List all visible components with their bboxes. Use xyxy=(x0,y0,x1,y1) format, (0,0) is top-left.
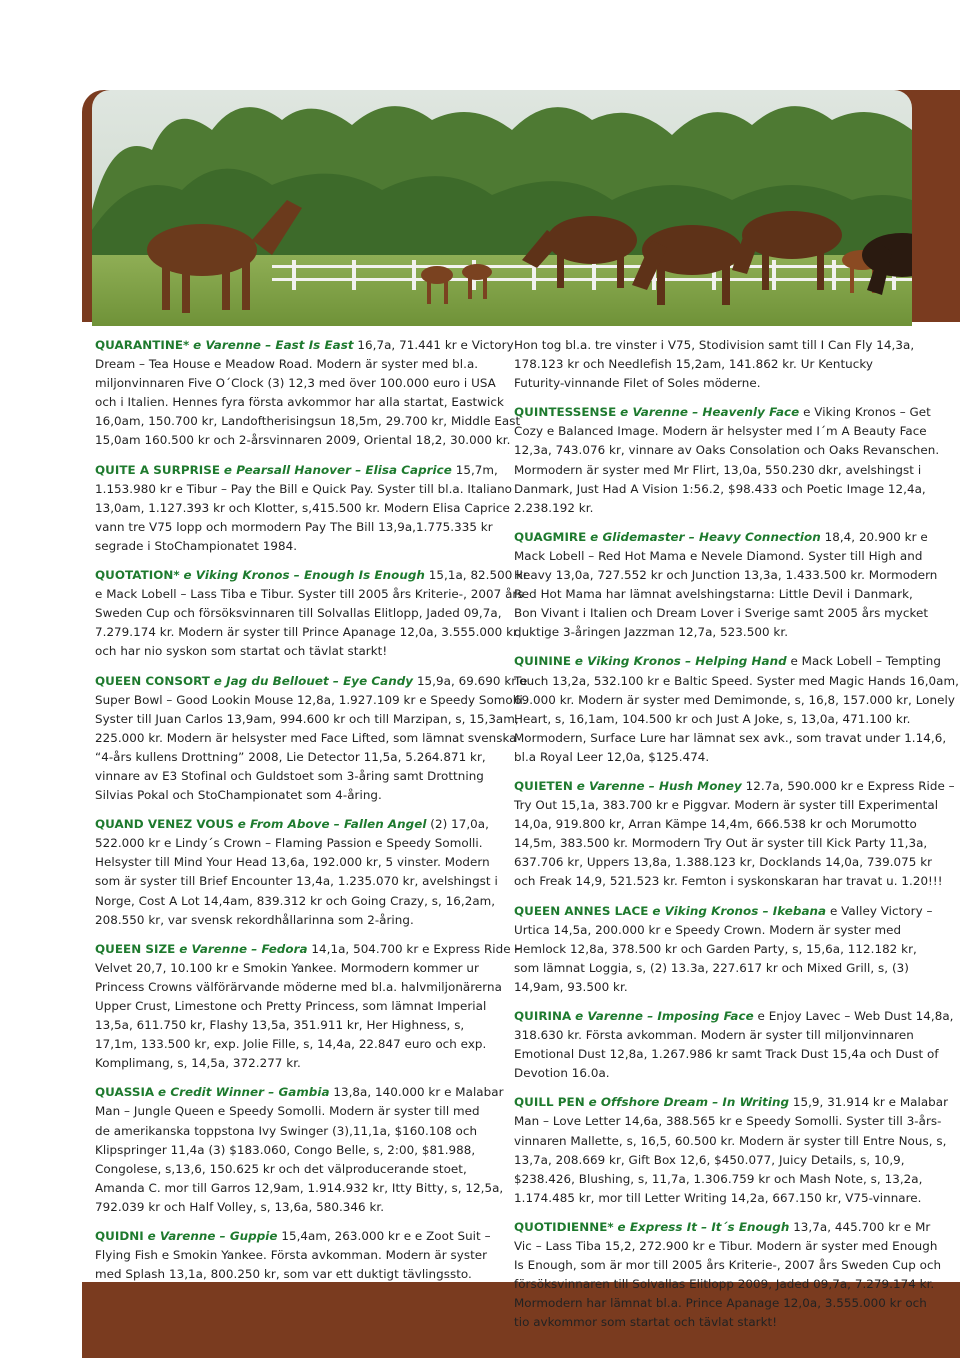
entry-line xyxy=(514,777,955,796)
entry-text: 14,9am, 93.500 kr. xyxy=(514,979,628,994)
entry-text: Dream – Tea House e Meadow Road. Modern är syster med bl.a. xyxy=(95,357,479,372)
entry-text: tio avkommor som startat och tävlat starkt! xyxy=(514,1315,778,1330)
entry-text: 792.039 kr och Half Volley, s, 13,6a, 580.346 kr. xyxy=(95,1199,385,1214)
entry-line xyxy=(514,1007,954,1026)
entry-text: Mormodern, Surface Lure har lämnat sex avk., som travat under 1.14,6, xyxy=(514,730,947,745)
entry-text: 15,9, 31.914 kr e Malabar xyxy=(789,1095,949,1110)
horse-entry xyxy=(514,1093,949,1208)
entry-line xyxy=(95,940,521,959)
entry-line xyxy=(95,1122,500,1141)
entry-line xyxy=(95,997,500,1016)
entry-text: Bon Vivant i Italien och Dream Lover i Sverige samt 2005 års mycket xyxy=(514,606,929,621)
entry-line xyxy=(514,872,943,891)
entry-text: 16,0am, 150.700 kr, Landoftherisingsun 18,5m, 29.700 kr, Middle East xyxy=(95,414,521,429)
entry-line xyxy=(514,403,931,422)
entry-line xyxy=(95,642,500,661)
entry-text: Helsyster till Mind Your Head 13,6a, 192.000 kr, 5 vinster. Modern xyxy=(95,855,490,870)
entry-text: e Valley Victory – xyxy=(826,903,933,918)
entry-text: Norge, Cost A Lot 14,4am, 839.312 kr och Going Crazy, s, 16,2am, xyxy=(95,893,496,908)
entry-text: 14,5m, 383.500 kr. Mormodern Try Out är syster till Kick Party 11,3a, xyxy=(514,836,928,851)
entry-text: Princess Crowns välförärvande möderne med bl.a. halvmiljonärerna xyxy=(95,979,502,994)
horses-photo-illustration xyxy=(92,90,912,326)
horse-entry xyxy=(95,1083,504,1217)
entry-line xyxy=(514,499,919,518)
horse-name: QUOTATION* xyxy=(95,568,180,583)
entry-text: som lämnat Loggia, s, (2) 13.3a, 227.617 kr och Mixed Grill, s, (3) xyxy=(514,960,909,975)
entry-text: vinnaren Mallette, s, 16,5, 60.500 kr. Modern är syster till Entre Nous, s, xyxy=(514,1133,947,1148)
entry-text: bl.a Royal Leer 12,0a, $125.474. xyxy=(514,749,710,764)
entry-line xyxy=(95,729,517,748)
entry-line xyxy=(514,441,940,460)
entry-text: Super Bowl – Good Lookin Mouse 12,8a, 1.927.109 kr e Speedy Somolli. xyxy=(95,692,527,707)
entry-text: Man – Love Letter 14,6a, 388.565 kr e Speedy Somolli. Syster till 3-års- xyxy=(514,1114,942,1129)
entry-line xyxy=(514,853,933,872)
horse-entry xyxy=(514,528,938,643)
entry-line xyxy=(95,1035,500,1054)
entry-line xyxy=(514,1026,919,1045)
entry-text: Syster till Juan Carlos 13,9am, 994.600 kr och till Marzipan, s, 15,3am, xyxy=(95,711,519,726)
right-column xyxy=(514,336,959,1343)
entry-text: 1.174.485 kr, mor till Letter Writing 14,2a, 667.150 kr, V75-vinnare. xyxy=(514,1190,922,1205)
entry-text: 69.000 kr. Modern är syster med Demimonde, s, 16,8, 157.000 kr, Lonely xyxy=(514,692,955,707)
entry-text: Komplimang, s, 14,5a, 372.277 kr. xyxy=(95,1056,301,1071)
entry-line xyxy=(95,461,500,480)
entry-line xyxy=(514,1064,919,1083)
horse-pedigree: e Offshore Dream – In Writing xyxy=(588,1095,790,1110)
entry-text: 12,3a, 743.076 kr, vinnare av Oaks Consolation och Oaks Revanschen. xyxy=(514,443,940,458)
entry-line xyxy=(95,480,512,499)
horse-entry xyxy=(514,1007,954,1083)
horse-name: QUAND VENEZ VOUS xyxy=(95,817,234,832)
horse-name: QUIDNI xyxy=(95,1229,144,1244)
entry-text: 318.630 kr. Första avkomman. Modern är syster till miljonvinnaren xyxy=(514,1028,914,1043)
entry-text: Try Out 15,1a, 383.700 kr e Piggvar. Modern är syster till Experimental xyxy=(514,798,939,813)
entry-line xyxy=(514,566,938,585)
entry-line xyxy=(514,422,927,441)
horse-name: QUIETEN xyxy=(514,778,573,793)
horse-entry xyxy=(514,336,919,393)
entry-line xyxy=(514,1112,942,1131)
entry-text: Klipspringer 11,4a (3) $183.060, Congo Belle, s, 2:00, $81.988, xyxy=(95,1142,476,1157)
entry-line xyxy=(514,585,919,604)
entry-line xyxy=(95,691,527,710)
horse-pedigree: e Viking Kronos – Helping Hand xyxy=(574,654,787,669)
entry-line xyxy=(514,815,919,834)
horse-entry xyxy=(95,672,528,806)
entry-text: “4-års kullens Drottning” 2008, Lie Detector 11,5a, 5.264.871 kr, xyxy=(95,749,486,764)
entry-line xyxy=(514,959,919,978)
entry-text: och Freak 14,9, 521.523 kr. Femton i syskonskaran har travat u. 1.20!!! xyxy=(514,874,943,889)
entry-text: Mormodern har lämnat bl.a. Prince Apanage 12,0a, 3.555.000 kr och xyxy=(514,1296,927,1311)
entry-text: Futurity-vinnande Filet of Soles möderne. xyxy=(514,376,761,391)
entry-text: 15,7m, xyxy=(451,462,498,477)
entry-text: 13,7a, 208.669 kr, Gift Box 12,6, $450.077, Juicy Details, s, 10,9, xyxy=(514,1152,905,1167)
entry-text: Hon tog bl.a. tre vinster i V75, Stodivision samt till I Can Fly 14,3a, xyxy=(514,338,915,352)
entry-text: 637.706 kr, Uppers 13,8a, 1.388.123 kr, Docklands 14,0a, 739.075 kr xyxy=(514,855,933,870)
entry-line xyxy=(95,892,500,911)
entry-line xyxy=(95,834,500,853)
horse-name: QUILL PEN xyxy=(514,1095,585,1110)
entry-text: Touch 13,2a, 532.100 kr e Baltic Speed. Syster med Magic Hands 16,0am, xyxy=(514,673,959,688)
entry-line xyxy=(514,902,933,921)
horse-name: QUEEN CONSORT xyxy=(95,673,210,688)
entry-line xyxy=(514,461,922,480)
entry-text: 178.123 kr och Needlefish 15,2am, 141.862 kr. Ur Kentucky xyxy=(514,357,873,372)
entry-text: Man – Jungle Queen e Speedy Somolli. Modern är syster till med xyxy=(95,1104,480,1119)
entry-text: 7.279.174 kr. Modern är syster till Prince Apanage 12,0a, 3.555.000 kr, xyxy=(95,625,522,640)
entry-line xyxy=(95,672,528,691)
entry-text: 14,0a, 919.800 kr, Arran Kämpe 14,4m, 666.538 kr och Morumotto xyxy=(514,817,917,832)
entry-line xyxy=(95,1179,504,1198)
entry-line xyxy=(95,499,510,518)
entry-line xyxy=(514,528,928,547)
entry-text: Amanda C. mor till Garros 12,9am, 1.914.932 kr, Itty Bitty, s, 12,5a, xyxy=(95,1180,504,1195)
entry-text: 15,4am, 263.000 kr e e Zoot Suit – xyxy=(277,1229,491,1244)
entry-line xyxy=(95,767,500,786)
entry-line xyxy=(95,431,511,450)
entry-text: Cozy e Balanced Image. Modern är helsyster med I´m A Beauty Face xyxy=(514,424,927,439)
entry-text: 14,1a, 504.700 kr e Express Ride – xyxy=(307,941,521,956)
entry-text: vann tre V75 lopp och mormodern Pay The Bill 13,9a,1.775.335 kr xyxy=(95,519,493,534)
entry-line xyxy=(95,959,500,978)
entry-line xyxy=(514,547,923,566)
horse-name: QUININE xyxy=(514,654,571,669)
entry-text: 2.238.192 kr. xyxy=(514,500,594,515)
entry-line xyxy=(95,518,500,537)
entry-line xyxy=(514,1045,939,1064)
entry-text: 17,1m, 133.500 kr, exp. Jolie Fille, s, 14,4a, 22.847 euro och exp. xyxy=(95,1037,487,1052)
entry-text: och i Italien. Hennes fyra första avkommor har alla startat, Eastwick xyxy=(95,395,504,410)
horse-name: QUEEN ANNES LACE xyxy=(514,903,649,918)
entry-text: Sweden Cup och försöksvinnaren till Solvallas Elitlopp, Jaded 09,7a, xyxy=(95,606,502,621)
entry-text: Heart, s, 16,1am, 104.500 kr och Just A Joke, s, 13,0a, 471.100 kr. xyxy=(514,711,911,726)
entry-line xyxy=(514,1093,949,1112)
horses-photo xyxy=(92,90,912,326)
horse-name: QUAGMIRE xyxy=(514,529,587,544)
horse-pedigree: e Varenne – Fedora xyxy=(179,941,308,956)
horse-entry xyxy=(514,902,933,997)
horse-name: QUOTIDIENNE* xyxy=(514,1219,614,1234)
entry-line xyxy=(95,1198,500,1217)
entry-line xyxy=(514,978,919,997)
entry-text: 208.550 kr, var svensk rekordhållarinna som 2-åring. xyxy=(95,912,414,927)
entry-line xyxy=(514,834,928,853)
entry-line xyxy=(95,748,500,767)
entry-line xyxy=(514,374,919,393)
entry-text: 225.000 kr. Modern är helsyster med Face Lifted, som lämnat svenska xyxy=(95,730,517,745)
horse-pedigree: e Varenne – Guppie xyxy=(147,1229,278,1244)
entry-line xyxy=(514,1313,919,1332)
entry-text: 1.153.980 kr e Tibur – Pay the Bill e Quick Pay. Syster till bl.a. Italiano xyxy=(95,481,512,496)
entry-text: som är syster till Brief Encounter 13,4a, 1.235.070 kr, avelshingst i xyxy=(95,874,498,889)
entry-line xyxy=(95,355,500,374)
entry-line xyxy=(514,1275,935,1294)
horse-pedigree: e Varenne – Imposing Face xyxy=(575,1009,754,1023)
entry-text: e Mack Lobell – Lass Tiba e Tibur. Syster till 2005 års Kriterie-, 2007 års xyxy=(95,587,524,602)
entry-line xyxy=(514,604,929,623)
entry-line xyxy=(95,1102,500,1121)
horse-entry xyxy=(514,777,955,892)
left-column xyxy=(95,336,529,1294)
entry-line xyxy=(514,1189,922,1208)
entry-line xyxy=(95,978,500,997)
entry-text: 18,4, 20.900 kr e xyxy=(820,529,928,544)
horse-pedigree: e Viking Kronos – Ikebana xyxy=(652,903,827,918)
entry-line xyxy=(514,921,919,940)
entry-text: Velvet 20,7, 10.100 kr e Smokin Yankee. Mormodern kommer ur xyxy=(95,960,479,975)
entry-text: segrade i StoChampionatet 1984. xyxy=(95,538,298,553)
horse-pedigree: e Jag du Bellouet – Eye Candy xyxy=(213,673,414,688)
entry-line xyxy=(514,672,959,691)
entry-line xyxy=(514,1256,942,1275)
entry-line xyxy=(95,710,519,729)
horse-pedigree: e Glidemaster – Heavy Connection xyxy=(590,529,821,544)
entry-line xyxy=(95,1160,500,1179)
entry-text: Red Hot Mama har lämnat avelshingstarna: Little Devil i Danmark, xyxy=(514,587,913,602)
entry-line xyxy=(514,748,919,767)
entry-line xyxy=(514,796,939,815)
entry-line xyxy=(95,393,504,412)
entry-line xyxy=(95,1054,500,1073)
horse-entry xyxy=(514,652,959,767)
entry-line xyxy=(95,374,500,393)
entry-text: 15,0am 160.500 kr och 2-årsvinnaren 2009, Oriental 18,2, 30.000 kr. xyxy=(95,433,511,448)
entry-line xyxy=(95,623,522,642)
horse-pedigree: e From Above – Fallen Angel xyxy=(237,817,427,832)
entry-text: Danmark, Just Had A Vision 1:56.2, $98.433 och Poetic Image 12,4a, xyxy=(514,481,926,496)
entry-line xyxy=(514,691,955,710)
entry-text: vinnare av E3 Stofinal och Guldstoet som 3-åring samt Drottning xyxy=(95,768,484,783)
entry-line xyxy=(95,604,500,623)
entry-text: 12.7a, 590.000 kr e Express Ride – xyxy=(741,778,955,793)
entry-line xyxy=(514,710,919,729)
entry-text: 16,7a, 71.441 kr e Victory xyxy=(353,338,514,352)
entry-text: Heavy 13,0a, 727.552 kr och Junction 13,3a, 1.433.500 kr. Mormodern xyxy=(514,568,938,583)
entry-text: 13,8a, 140.000 kr e Malabar xyxy=(329,1085,504,1100)
entry-text: e Mack Lobell – Tempting xyxy=(786,654,941,669)
entry-text: försöksvinnaren till Solvallas Elitlopp 2009, Jaded 09,7a, 7.279.174 kr. xyxy=(514,1277,935,1292)
horse-entry xyxy=(95,566,529,661)
horse-name: QUEEN SIZE xyxy=(95,941,176,956)
entry-line xyxy=(514,623,919,642)
entry-text: Congolese, s,13,6, 150.625 kr och det välproducerande stoet, xyxy=(95,1161,467,1176)
entry-line xyxy=(514,336,919,355)
horse-entry xyxy=(514,403,940,518)
entry-line xyxy=(514,355,919,374)
entry-line xyxy=(514,729,947,748)
entry-text: 13,5a, 611.750 kr, Flashy 13,5a, 351.911 kr, Her Highness, s, xyxy=(95,1018,465,1033)
entry-text: Is Enough, som är mor till 2005 års Kriterie-, 2007 års Sweden Cup och xyxy=(514,1258,942,1273)
entry-text: 15,1a, 82.500 kr xyxy=(424,568,529,583)
entry-text: Hemlock 12,8a, 378.500 kr och Garden Party, s, 15,6a, 112.182 kr, xyxy=(514,941,917,956)
entry-line xyxy=(95,1141,500,1160)
entry-text: miljonvinnaren Five O´Clock (3) 12,3 med över 100.000 euro i USA xyxy=(95,376,496,391)
entry-text: Silvias Pokal och StoChampionatet som 4-åring. xyxy=(95,788,382,803)
entry-text: Mormodern är syster med Mr Flirt, 13,0a, 550.230 dkr, avelshingst i xyxy=(514,462,922,477)
entry-line xyxy=(95,412,521,431)
entry-line xyxy=(95,336,514,355)
entry-text: Emotional Dust 12,8a, 1.267.986 kr samt Track Dust 15,4a och Dust of xyxy=(514,1047,939,1062)
entry-text: Mack Lobell – Red Hot Mama e Nevele Diamond. Syster till High and xyxy=(514,548,923,563)
horse-name: QUASSIA xyxy=(95,1085,155,1100)
entry-text: Upper Crust, Limestone och Pretty Princess, som lämnat Imperial xyxy=(95,999,487,1013)
entry-text: Devotion 16.0a. xyxy=(514,1066,610,1081)
horse-entry xyxy=(95,336,521,451)
entry-line xyxy=(95,1016,500,1035)
entry-line xyxy=(95,537,500,556)
entry-line xyxy=(95,853,500,872)
entry-text: e Viking Kronos – Get xyxy=(799,405,931,420)
horse-pedigree: e Varenne – Hush Money xyxy=(576,778,742,793)
entry-text: Urtica 14,5a, 200.000 kr e Speedy Crown. Modern är syster med xyxy=(514,922,902,937)
horse-name: QUITE A SURPRISE xyxy=(95,462,221,477)
entry-text: de amerikanska toppstona Ivy Swinger (3),11,1a, $160.108 och xyxy=(95,1123,478,1138)
entry-line xyxy=(95,566,529,585)
entry-text: e Enjoy Lavec – Web Dust 14,8a, xyxy=(753,1009,954,1023)
entry-line xyxy=(95,911,500,930)
horse-pedigree: e Viking Kronos – Enough Is Enough xyxy=(183,568,425,583)
entry-line xyxy=(514,1237,938,1256)
entry-line xyxy=(95,872,500,891)
horse-entry xyxy=(514,1218,942,1333)
entry-text: 13,7a, 445.700 kr e Mr xyxy=(789,1219,931,1234)
entry-text: och har nio syskon som startat och tävlat starkt! xyxy=(95,644,388,659)
entry-line xyxy=(95,1227,500,1246)
horse-entry xyxy=(95,1227,500,1284)
entry-line xyxy=(95,1265,500,1284)
entry-line xyxy=(514,1151,919,1170)
horse-name: QUINTESSENSE xyxy=(514,405,617,420)
entry-line xyxy=(514,652,941,671)
entry-text: 522.000 kr e Lindy´s Crown – Flaming Passion e Speedy Somolli. xyxy=(95,836,483,851)
entry-text: duktige 3-åringen Jazzman 12,7a, 523.500 kr. xyxy=(514,625,789,640)
horse-entry xyxy=(95,940,521,1074)
entry-text: (2) 17,0a, xyxy=(426,817,489,832)
entry-line xyxy=(95,1083,504,1102)
entry-text: med Splash 13,1a, 800.250 kr, som var ett duktigt tävlingssto. xyxy=(95,1267,472,1282)
entry-line xyxy=(95,815,500,834)
horse-pedigree: e Credit Winner – Gambia xyxy=(158,1085,330,1100)
horse-name: QUIRINA xyxy=(514,1009,572,1023)
entry-line xyxy=(514,1132,947,1151)
horse-pedigree: e Varenne – Heavenly Face xyxy=(620,405,800,420)
entry-text: Flying Fish e Smokin Yankee. Första avkomman. Modern är syster xyxy=(95,1248,488,1263)
horse-name: QUARANTINE* xyxy=(95,338,190,352)
entry-line xyxy=(95,585,524,604)
entry-line xyxy=(514,1170,923,1189)
entry-line xyxy=(514,1218,931,1237)
entry-text: 13,0am, 1.127.393 kr och Klotter, s,415.500 kr. Modern Elisa Caprice xyxy=(95,500,510,515)
entry-line xyxy=(95,786,500,805)
entry-line xyxy=(514,940,919,959)
entry-line xyxy=(514,480,926,499)
horse-entry xyxy=(95,815,500,930)
horse-entry xyxy=(95,461,512,556)
horse-pedigree: e Pearsall Hanover – Elisa Caprice xyxy=(223,462,452,477)
entry-text: Vic – Lass Tiba 15,2, 272.900 kr e Tibur. Modern är syster med Enough xyxy=(514,1239,938,1254)
entry-text: $238.426, Blushing, s, 11,7a, 1.306.759 kr och Mash Note, s, 13,2a, xyxy=(514,1171,923,1186)
entry-line xyxy=(514,1294,927,1313)
horse-pedigree: e Express It – It´s Enough xyxy=(617,1219,790,1234)
horse-pedigree: e Varenne – East Is East xyxy=(193,338,354,352)
entry-text: 15,9a, 69.690 kr e xyxy=(413,673,528,688)
entry-line xyxy=(95,1246,500,1265)
